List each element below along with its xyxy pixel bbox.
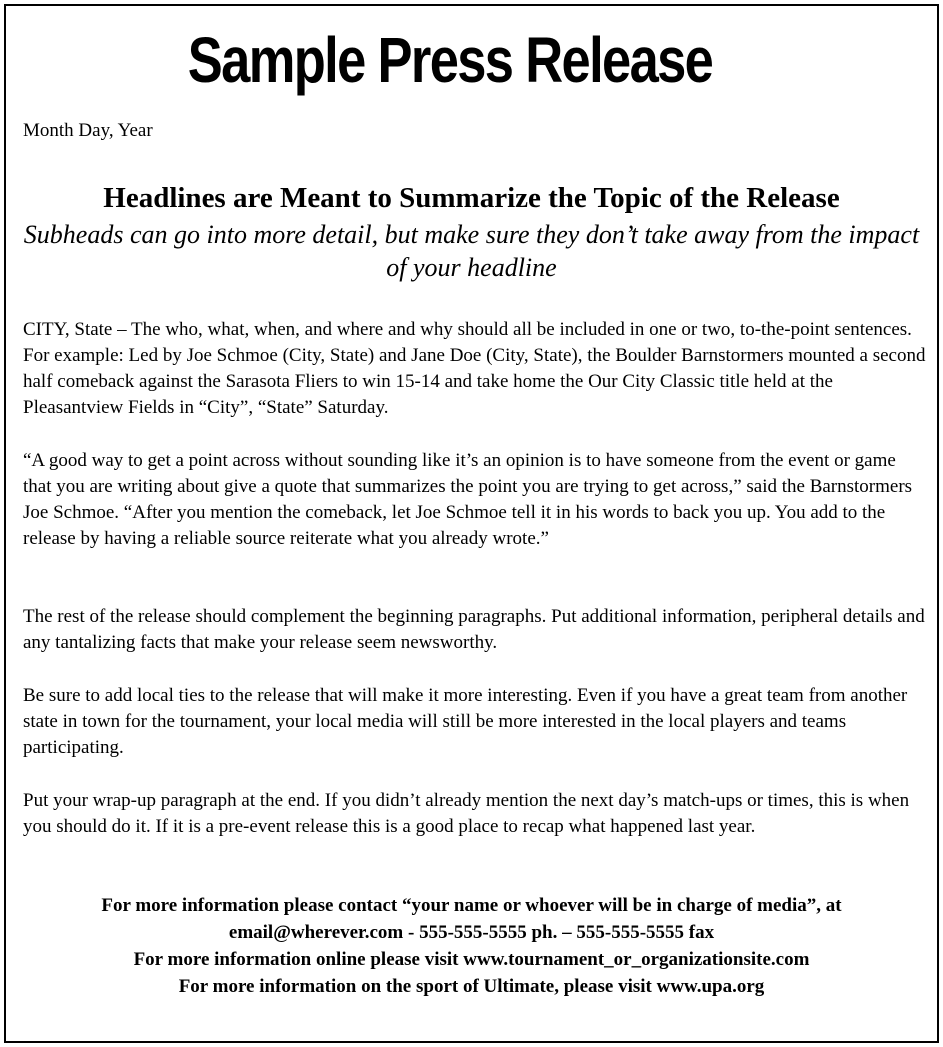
paragraph-lead: CITY, State – The who, what, when, and where and why should all be included in one or two, to-the-point sentences. For example: Led by Joe Schmoe (City, State) and Jane Doe (City, State), the Boulder Barnstormers mounted a second half comeback against the Sarasota Fliers to win 15-14 and take home the Our City Classic title held at the Pleasantview Fields in “City”, “State” Saturday.: [23, 319, 926, 418]
release-date: Month Day, Year: [23, 120, 153, 141]
paragraph-wrap-up: Put your wrap-up paragraph at the end. If you didn’t already mention the next day’s match-ups or times, this is when you should do it. If it is a pre-event release this is a good place to recap what happened last year.: [23, 790, 910, 837]
contact-line: For more information please contact “your name or whoever will be in charge of media”, at: [101, 895, 842, 916]
headline: Headlines are Meant to Summarize the Topic of the Release: [103, 182, 840, 214]
subhead: Subheads can go into more detail, but make sure they don’t take away from the impact of your headline: [23, 220, 920, 282]
paragraph-details: The rest of the release should complement the beginning paragraphs. Put additional information, peripheral details and any tantalizing facts that make your release seem newsworthy.: [23, 606, 925, 653]
paragraph-quote: “A good way to get a point across without sounding like it’s an opinion is to have someone from the event or game that you are writing about give a quote that summarizes the point you are trying to get across,” said the Barnstormers Joe Schmoe. “After you mention the comeback, let Joe Schmoe tell it in his words to back you up. You add to the release by having a reliable source reiterate what you already wrote.”: [23, 450, 913, 549]
contact-email-phone: email@wherever.com - 555-555-5555 ph. – 555-555-5555 fax: [228, 922, 715, 943]
paragraph-local-ties: Be sure to add local ties to the release that will make it more interesting. Even if you have a great team from another state in town for the tournament, your local media will still be more interested in the local players and teams participating.: [23, 685, 908, 758]
contact-sport-website: For more information on the sport of Ultimate, please visit www.upa.org: [178, 976, 765, 997]
page-title: Sample Press Release: [187, 24, 713, 96]
contact-footer: [0, 892, 943, 1000]
contact-website: For more information online please visit www.tournament_or_organizationsite.com: [133, 949, 810, 970]
